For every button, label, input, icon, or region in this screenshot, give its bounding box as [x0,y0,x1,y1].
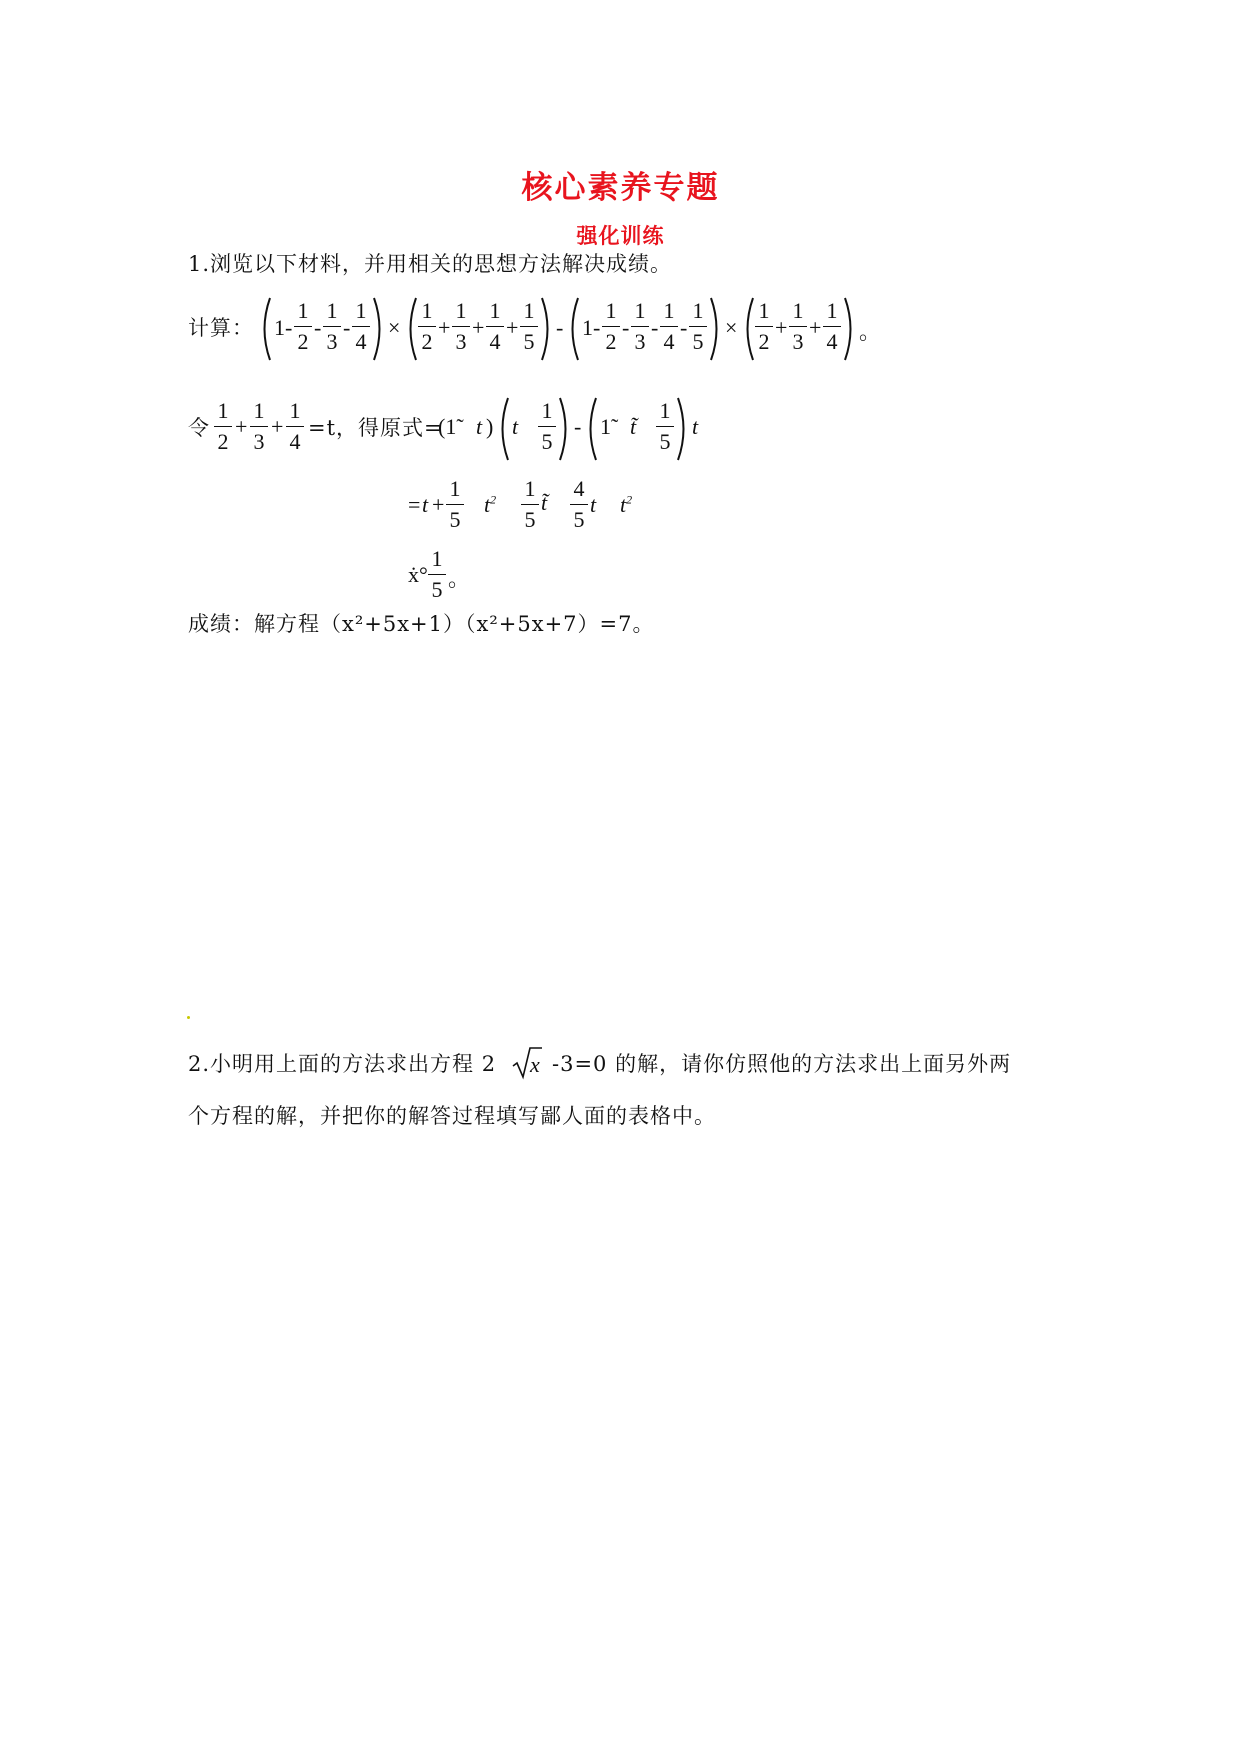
let-label: 令 [188,416,210,440]
calc-label: 计算： [188,316,254,340]
q2-line1-start: 2.小明用上面的方法求出方程 2 [188,1052,497,1076]
let-equation: =t，得原式= [308,416,443,440]
stray-dot [187,1016,190,1019]
left-paren [741,296,755,362]
sqrt-variable: x [530,1052,540,1077]
result-end: 。 [448,566,471,591]
right-paren [709,296,723,362]
left-paren [258,296,272,362]
right-paren [843,296,857,362]
page-subtitle: 强化训练 [576,224,665,248]
q2-line2: 个方程的解，并把你的解答过程填写鄙人面的表格中。 [188,1104,716,1128]
q1-intro: 1.浏览以下材料，并用相关的思想方法解决成绩。 [188,252,673,276]
left-paren [566,296,580,362]
left-paren [404,296,418,362]
q2-line1-rest: -3=0 的解，请你仿照他的方法求出上面另外两 [552,1052,1012,1076]
page-title: 核心素养专题 [521,170,720,206]
right-paren [372,296,386,362]
q1-task: 成绩：解方程（x²+5x+1）（x²+5x+7）=7。 [188,612,655,636]
right-paren [540,296,554,362]
